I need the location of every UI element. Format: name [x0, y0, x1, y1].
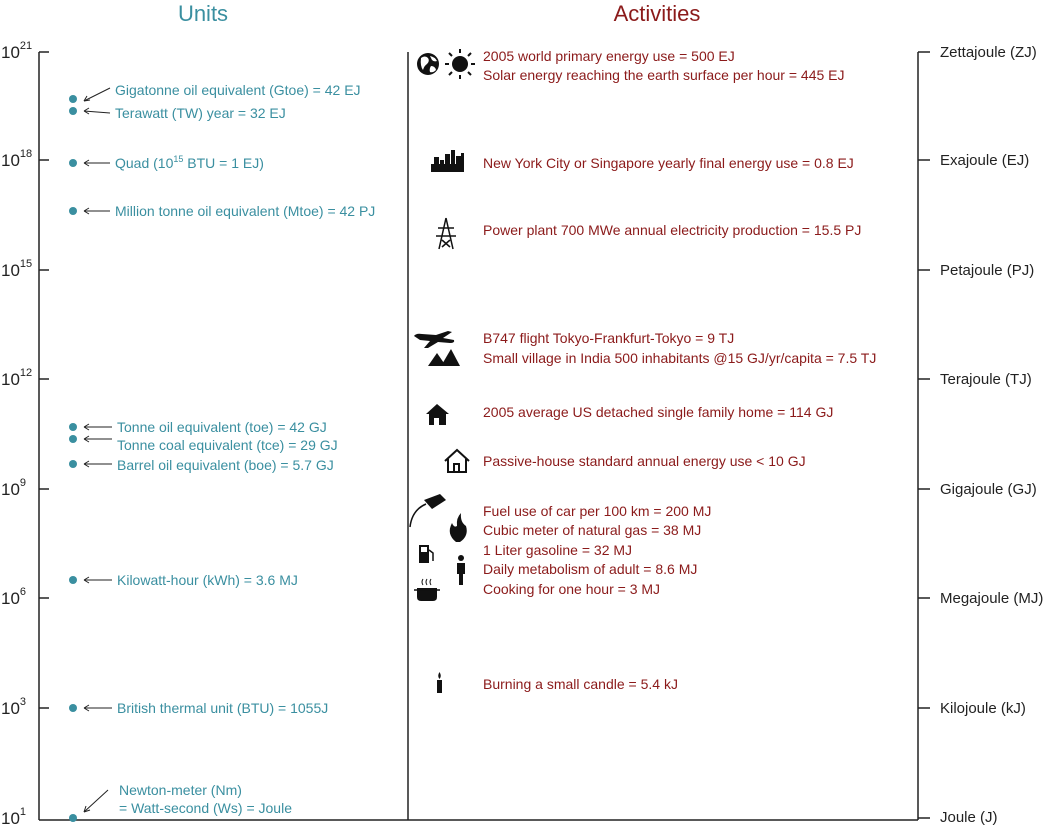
unit-label-boe: Barrel oil equivalent (boe) = 5.7 GJ — [117, 457, 334, 473]
joule-label-j: Joule (J) — [940, 809, 998, 826]
unit-label-tce: Tonne coal equivalent (tce) = 29 GJ — [117, 437, 338, 453]
activity-label-passive: Passive-house standard annual energy use < 10 GJ — [483, 453, 806, 469]
city-skyline-icon — [431, 150, 464, 172]
unit-label-toe: Tonne oil equivalent (toe) = 42 GJ — [117, 419, 327, 435]
fuel-nozzle-icon — [410, 494, 446, 527]
activity-label-metabolism: Daily metabolism of adult = 8.6 MJ — [483, 561, 698, 577]
tick-label-21: $10^{21}$ — [1, 40, 33, 62]
activity-label-plant: Power plant 700 MWe annual electricity production = 15.5 PJ — [483, 222, 862, 238]
activity-label-gasoline: 1 Liter gasoline = 32 MJ — [483, 542, 633, 558]
unit-dot-mtoe — [69, 207, 77, 215]
unit-dot-nm — [69, 814, 77, 822]
house-outline-icon — [445, 450, 469, 472]
activity-label-us-home: 2005 average US detached single family home = 114 GJ — [483, 404, 834, 420]
activity-label-cooking: Cooking for one hour = 3 MJ — [483, 581, 661, 597]
unit-dot-btu — [69, 704, 77, 712]
unit-dot-tce — [69, 435, 77, 443]
activity-labels — [483, 48, 876, 692]
unit-label-nm-line1: Newton-meter (Nm) — [119, 782, 242, 798]
flame-icon — [450, 513, 467, 542]
unit-label-kwh: Kilowatt-hour (kWh) = 3.6 MJ — [117, 572, 298, 588]
unit-label-nm-line2: = Watt-second (Ws) = Joule — [119, 800, 292, 816]
gas-pump-icon — [419, 545, 433, 563]
activity-label-candle: Burning a small candle = 5.4 kJ — [483, 676, 678, 692]
unit-label-quad: Quad ($10^{15}$ BTU = 1 EJ) — [115, 154, 264, 171]
units-header: Units — [177, 1, 229, 26]
joule-label-gj: Gigajoule (GJ) — [940, 481, 1037, 498]
activity-label-gas: Cubic meter of natural gas = 38 MJ — [483, 522, 702, 538]
joule-label-ej: Exajoule (EJ) — [940, 152, 1030, 169]
activity-label-village: Small village in India 500 inhabitants @15 GJ/yr/capita = 7.5 TJ — [483, 350, 877, 366]
activity-label-city: New York City or Singapore yearly final energy use = 0.8 EJ — [483, 155, 854, 171]
globe-icon — [417, 53, 439, 75]
tick-label-6: $10^6$ — [1, 586, 27, 608]
unit-markers — [69, 88, 112, 822]
unit-dot-toe — [69, 423, 77, 431]
unit-label-mtoe: Million tonne oil equivalent (Mtoe) = 42 PJ — [115, 203, 376, 219]
activity-label-car: Fuel use of car per 100 km = 200 MJ — [483, 503, 712, 519]
unit-label-gtoe: Gigatonne oil equivalent (Gtoe) = 42 EJ — [115, 82, 361, 98]
candle-icon — [437, 672, 442, 693]
tick-label-3: $10^3$ — [1, 696, 27, 718]
cooking-pot-icon — [414, 579, 440, 601]
joule-label-tj: Terajoule (TJ) — [940, 371, 1032, 388]
person-icon — [457, 555, 465, 585]
unit-dot-tw-year — [69, 107, 77, 115]
tick-label-12: $10^{12}$ — [1, 367, 33, 389]
tick-label-18: $10^{18}$ — [1, 148, 33, 170]
joule-label-mj: Megajoule (MJ) — [940, 590, 1044, 607]
axis-tick-labels — [1, 40, 32, 828]
tick-label-1: $10^1$ — [1, 806, 27, 828]
unit-dot-kwh — [69, 576, 77, 584]
house-filled-icon — [426, 404, 449, 425]
unit-label-tw-year: Terawatt (TW) year = 32 EJ — [115, 105, 286, 121]
right-ticks — [918, 52, 930, 818]
unit-dot-boe — [69, 460, 77, 468]
activities-header: Activities — [613, 1, 701, 26]
power-pylon-icon — [436, 218, 456, 249]
sun-icon — [445, 49, 475, 79]
joule-label-kj: Kilojoule (kJ) — [940, 700, 1026, 717]
joule-label-zj: Zettajoule (ZJ) — [940, 44, 1037, 61]
activity-label-solar: Solar energy reaching the earth surface per hour = 445 EJ — [483, 67, 845, 83]
activity-label-flight: B747 flight Tokyo-Frankfurt-Tokyo = 9 TJ — [483, 330, 735, 346]
unit-dot-gtoe — [69, 95, 77, 103]
unit-label-btu: British thermal unit (BTU) = 1055J — [117, 700, 329, 716]
left-ticks — [39, 52, 49, 708]
unit-labels — [115, 82, 375, 816]
village-huts-icon — [428, 349, 460, 366]
joule-labels — [940, 44, 1043, 826]
unit-dot-quad — [69, 159, 77, 167]
airplane-icon — [414, 331, 454, 348]
tick-label-15: $10^{15}$ — [1, 258, 33, 280]
joule-label-pj: Petajoule (PJ) — [940, 262, 1035, 279]
tick-label-9: $10^9$ — [1, 477, 27, 499]
activity-label-world: 2005 world primary energy use = 500 EJ — [483, 48, 735, 64]
